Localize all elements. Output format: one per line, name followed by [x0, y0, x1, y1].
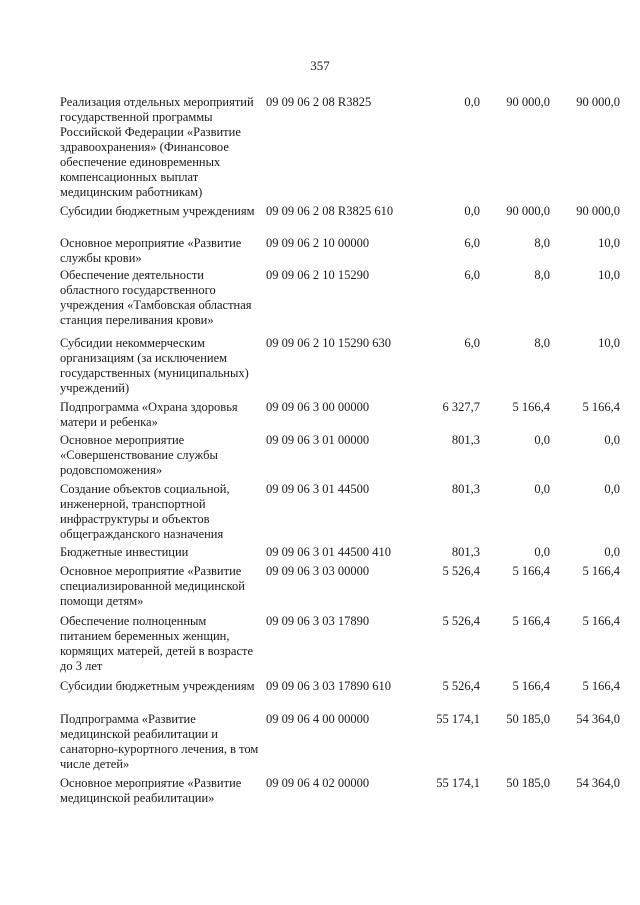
- row-name: Создание объектов социальной, инженерной, транспортной инфраструктуры и объектов общегражданского назначения: [60, 482, 230, 541]
- row-code: 09 09 06 3 01 44500 410: [266, 545, 391, 559]
- row-value-3: 10,0: [598, 268, 620, 282]
- row-value-2: 8,0: [534, 236, 550, 250]
- row-value-1: 6 327,7: [442, 400, 480, 414]
- row-value-3: 5 166,4: [582, 614, 620, 628]
- row-value-1: 801,3: [451, 545, 480, 559]
- row-value-3: 5 166,4: [582, 400, 620, 414]
- row-name: Основное мероприятие «Развитие службы крови»: [60, 236, 242, 265]
- row-code: 09 09 06 3 03 17890: [266, 614, 370, 628]
- row-value-3: 10,0: [598, 236, 620, 250]
- row-name: Подпрограмма «Развитие медицинской реабилитации и санаторно-курортного лечения, в том числе детей»: [60, 712, 259, 771]
- row-value-3: 0,0: [604, 433, 620, 447]
- row-value-1: 55 174,1: [436, 776, 480, 790]
- row-name: Субсидии бюджетным учреждениям: [60, 679, 255, 693]
- row-value-3: 54 364,0: [576, 776, 620, 790]
- row-value-3: 0,0: [604, 482, 620, 496]
- row-value-1: 801,3: [451, 482, 480, 496]
- row-value-2: 90 000,0: [506, 95, 550, 109]
- row-value-2: 5 166,4: [512, 679, 550, 693]
- row-name: Обеспечение деятельности областного государственного учреждения «Тамбовская областная станция переливания крови»: [60, 268, 252, 327]
- row-code: 09 09 06 3 00 00000: [266, 400, 370, 414]
- row-value-1: 801,3: [451, 433, 480, 447]
- row-value-3: 5 166,4: [582, 564, 620, 578]
- row-value-2: 5 166,4: [512, 614, 550, 628]
- row-value-2: 5 166,4: [512, 564, 550, 578]
- row-value-2: 5 166,4: [512, 400, 550, 414]
- row-value-2: 0,0: [534, 482, 550, 496]
- row-value-2: 0,0: [534, 433, 550, 447]
- row-name: Субсидии бюджетным учреждениям: [60, 204, 255, 218]
- row-value-1: 6,0: [464, 336, 480, 350]
- row-value-1: 6,0: [464, 268, 480, 282]
- row-code: 09 09 06 3 03 17890 610: [266, 679, 391, 693]
- row-code: 09 09 06 2 10 00000: [266, 236, 370, 250]
- row-code: 09 09 06 2 10 15290: [266, 268, 370, 282]
- row-name: Основное мероприятие «Совершенствование службы родовспоможения»: [60, 433, 218, 477]
- row-value-1: 0,0: [464, 95, 480, 109]
- row-name: Подпрограмма «Охрана здоровья матери и ребенка»: [60, 400, 238, 429]
- row-code: 09 09 06 3 01 44500: [266, 482, 370, 496]
- row-value-1: 5 526,4: [442, 614, 480, 628]
- row-name: Субсидии некоммерческим организациям (за исключением государственных (муниципальных) учреждений): [60, 336, 249, 395]
- row-code: 09 09 06 2 10 15290 630: [266, 336, 391, 350]
- row-value-1: 0,0: [464, 204, 480, 218]
- row-value-3: 90 000,0: [576, 95, 620, 109]
- row-code: 09 09 06 2 08 R3825 610: [266, 204, 394, 218]
- row-value-2: 8,0: [534, 336, 550, 350]
- row-name: Основное мероприятие «Развитие медицинской реабилитации»: [60, 776, 242, 805]
- row-value-3: 54 364,0: [576, 712, 620, 726]
- row-value-3: 0,0: [604, 545, 620, 559]
- row-value-1: 5 526,4: [442, 564, 480, 578]
- row-value-3: 10,0: [598, 336, 620, 350]
- page-number: 357: [310, 58, 330, 73]
- row-value-3: 90 000,0: [576, 204, 620, 218]
- row-value-1: 5 526,4: [442, 679, 480, 693]
- row-value-3: 5 166,4: [582, 679, 620, 693]
- row-code: 09 09 06 4 02 00000: [266, 776, 370, 790]
- row-code: 09 09 06 3 01 00000: [266, 433, 370, 447]
- row-value-2: 0,0: [534, 545, 550, 559]
- row-name: Обеспечение полноценным питанием беременных женщин, кормящих матерей, детей в возрасте до 3 лет: [60, 614, 254, 673]
- row-value-2: 50 185,0: [506, 712, 550, 726]
- row-code: 09 09 06 4 00 00000: [266, 712, 370, 726]
- row-value-1: 6,0: [464, 236, 480, 250]
- row-name: Бюджетные инвестиции: [60, 545, 189, 559]
- row-code: 09 09 06 3 03 00000: [266, 564, 370, 578]
- row-value-1: 55 174,1: [436, 712, 480, 726]
- row-value-2: 50 185,0: [506, 776, 550, 790]
- row-code: 09 09 06 2 08 R3825: [266, 95, 372, 109]
- row-value-2: 8,0: [534, 268, 550, 282]
- row-value-2: 90 000,0: [506, 204, 550, 218]
- row-name: Основное мероприятие «Развитие специализированной медицинской помощи детям»: [60, 564, 245, 608]
- row-name: Реализация отдельных мероприятий государственной программы Российской Федерации «Развитие здравоохранения» (Финансовое обеспечение единовременных компенсационных выплат медицинским работникам): [60, 95, 254, 199]
